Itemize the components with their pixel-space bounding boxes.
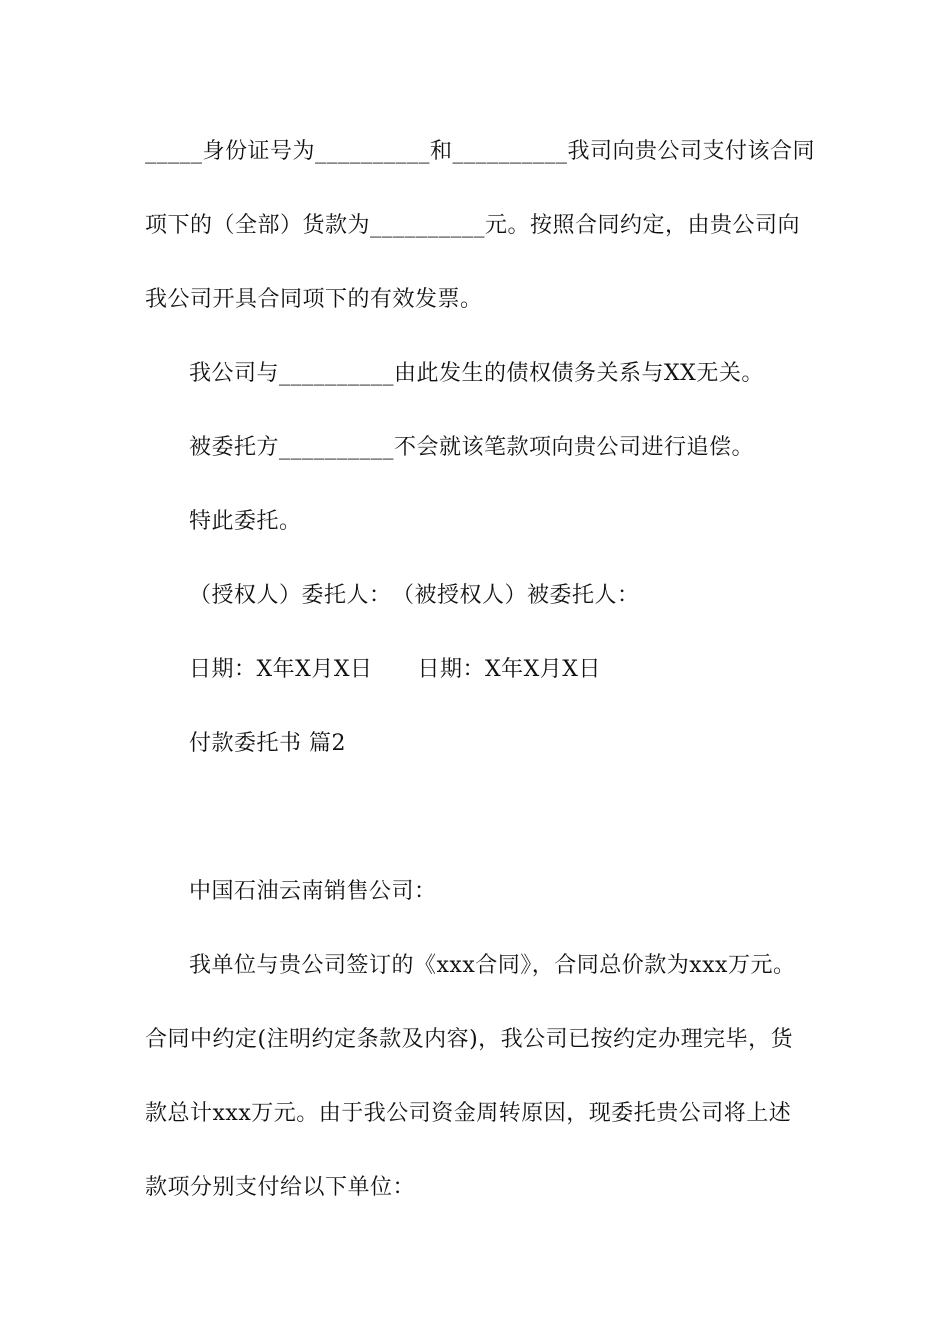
paragraph-line-2: 项下的（全部）货款为__________元。按照合同约定，由贵公司向 — [145, 213, 801, 238]
closing-phrase: 特此委托。 — [189, 509, 302, 534]
signature-parties: （授权人）委托人： （被授权人）被委托人： — [189, 583, 640, 608]
body-line-1: 我单位与贵公司签订的《xxx合同》，合同总价款为xxx万元。 — [189, 953, 796, 978]
body-line-4: 款项分别支付给以下单位： — [145, 1175, 416, 1200]
paragraph-no-recourse: 被委托方__________不会就该笔款项向贵公司进行追偿。 — [189, 435, 755, 460]
section-heading: 付款委托书 篇2 — [189, 731, 346, 756]
body-line-3: 款总计xxx万元。由于我公司资金周转原因，现委托贵公司将上述 — [145, 1101, 792, 1126]
paragraph-line-3: 我公司开具合同项下的有效发票。 — [145, 287, 483, 312]
signature-dates: 日期：X年X月X日 日期：X年X月X日 — [189, 657, 601, 682]
paragraph-debt-relation: 我公司与__________由此发生的债权债务关系与XX无关。 — [189, 361, 764, 386]
addressee: 中国石油云南销售公司： — [189, 879, 437, 904]
paragraph-line-1: _____身份证号为__________和__________我司向贵公司支付该合同 — [145, 139, 816, 164]
body-line-2: 合同中约定(注明约定条款及内容)，我公司已按约定办理完毕，货 — [145, 1027, 794, 1052]
